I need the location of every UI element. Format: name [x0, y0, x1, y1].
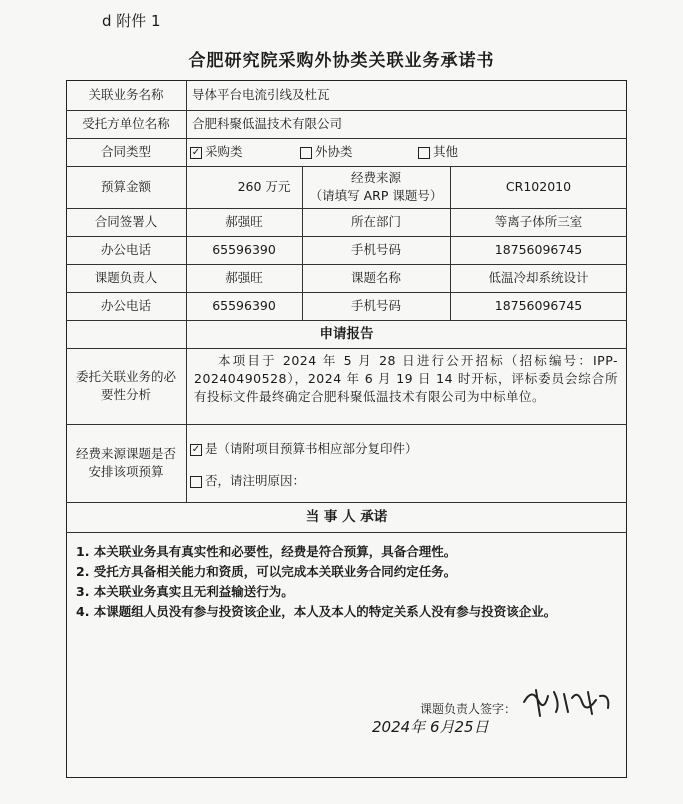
signer-label: 合同签署人 — [94, 214, 158, 229]
budget-value: 260 万元 — [237, 179, 291, 194]
row-divider — [66, 532, 627, 533]
checkbox-empty-icon — [190, 476, 202, 488]
checkbox-empty-icon — [300, 147, 312, 159]
checkbox-checked-icon: ✓ — [191, 147, 201, 158]
option-no: 否，请注明原因： — [190, 470, 610, 492]
option-yes: ✓ 是（请附项目预算书相应部分复印件） — [191, 441, 418, 456]
attachment-label: d 附件 1 — [102, 12, 161, 30]
option-purchase: ✓ 采购类 — [191, 144, 243, 159]
option-outsourcing: 外协类 — [300, 138, 400, 166]
office-phone-value: 65596390 — [212, 242, 276, 257]
pledge-item: 2. 受托方具备相关能力和资质，可以完成本关联业务合同约定任务。 — [76, 564, 457, 579]
trustee-label: 受托方单位名称 — [82, 116, 170, 131]
leader-label: 课题负责人 — [94, 270, 158, 285]
option-other: 其他 — [418, 138, 518, 166]
signature-label: 课题负责人签字： — [420, 702, 517, 716]
document-title: 合肥研究院采购外协类关联业务承诺书 — [188, 51, 495, 71]
trustee-value: 合肥科聚低温技术有限公司 — [192, 116, 343, 131]
signature-date: 2024年 6月25日 — [372, 718, 489, 736]
handwritten-signature — [518, 682, 618, 722]
contract-type-label: 合同类型 — [100, 144, 151, 159]
mobile-label-2: 手机号码 — [350, 298, 401, 313]
business-name-value: 导体平台电流引线及杜瓦 — [192, 87, 330, 102]
fund-source-label: 经费来源 （请填写 ARP 课题号） — [309, 170, 443, 203]
office-phone-value-2: 65596390 — [212, 298, 276, 313]
department-label: 所在部门 — [350, 214, 401, 229]
fund-source-value: CR102010 — [505, 179, 572, 194]
pledge-item: 3. 本关联业务真实且无利益输送行为。 — [76, 584, 294, 599]
checkbox-empty-icon — [418, 147, 430, 159]
office-phone-label-2: 办公电话 — [100, 298, 151, 313]
necessity-text: 本项目于 2024 年 5 月 28 日进行公开招标（招标编号：IPP-20240490528），2024 年 6 月 19 日 14 时开标，评标委员会综合所有投标文件最终确定合肥科聚低温技术有限公司为中标单位。 — [194, 353, 618, 404]
budget-label: 预算金额 — [100, 179, 151, 194]
pledge-item: 1. 本关联业务具有真实性和必要性，经费是符合预算，具备合理性。 — [76, 544, 457, 559]
mobile-value: 18756096745 — [494, 242, 583, 257]
signer-value: 郝强旺 — [225, 214, 263, 229]
project-name-label: 课题名称 — [350, 270, 401, 285]
mobile-value-2: 18756096745 — [494, 298, 583, 313]
necessity-label: 委托关联业务的必要性分析 — [75, 369, 176, 402]
pledge-heading: 当 事 人 承诺 — [305, 509, 388, 525]
checkbox-checked-icon: ✓ — [191, 444, 201, 455]
department-value: 等离子体所三室 — [494, 214, 583, 229]
office-phone-label: 办公电话 — [100, 242, 151, 257]
mobile-label: 手机号码 — [350, 242, 401, 257]
budget-question-label: 经费来源课题是否安排该项预算 — [75, 446, 176, 479]
project-name-value: 低温冷却系统设计 — [488, 270, 589, 285]
business-name-label: 关联业务名称 — [88, 87, 164, 102]
pledge-item: 4. 本课题组人员没有参与投资该企业，本人及本人的特定关系人没有参与投资该企业。 — [76, 604, 557, 619]
report-heading: 申请报告 — [319, 326, 374, 342]
leader-value: 郝强旺 — [225, 270, 263, 285]
col-divider — [186, 348, 187, 502]
